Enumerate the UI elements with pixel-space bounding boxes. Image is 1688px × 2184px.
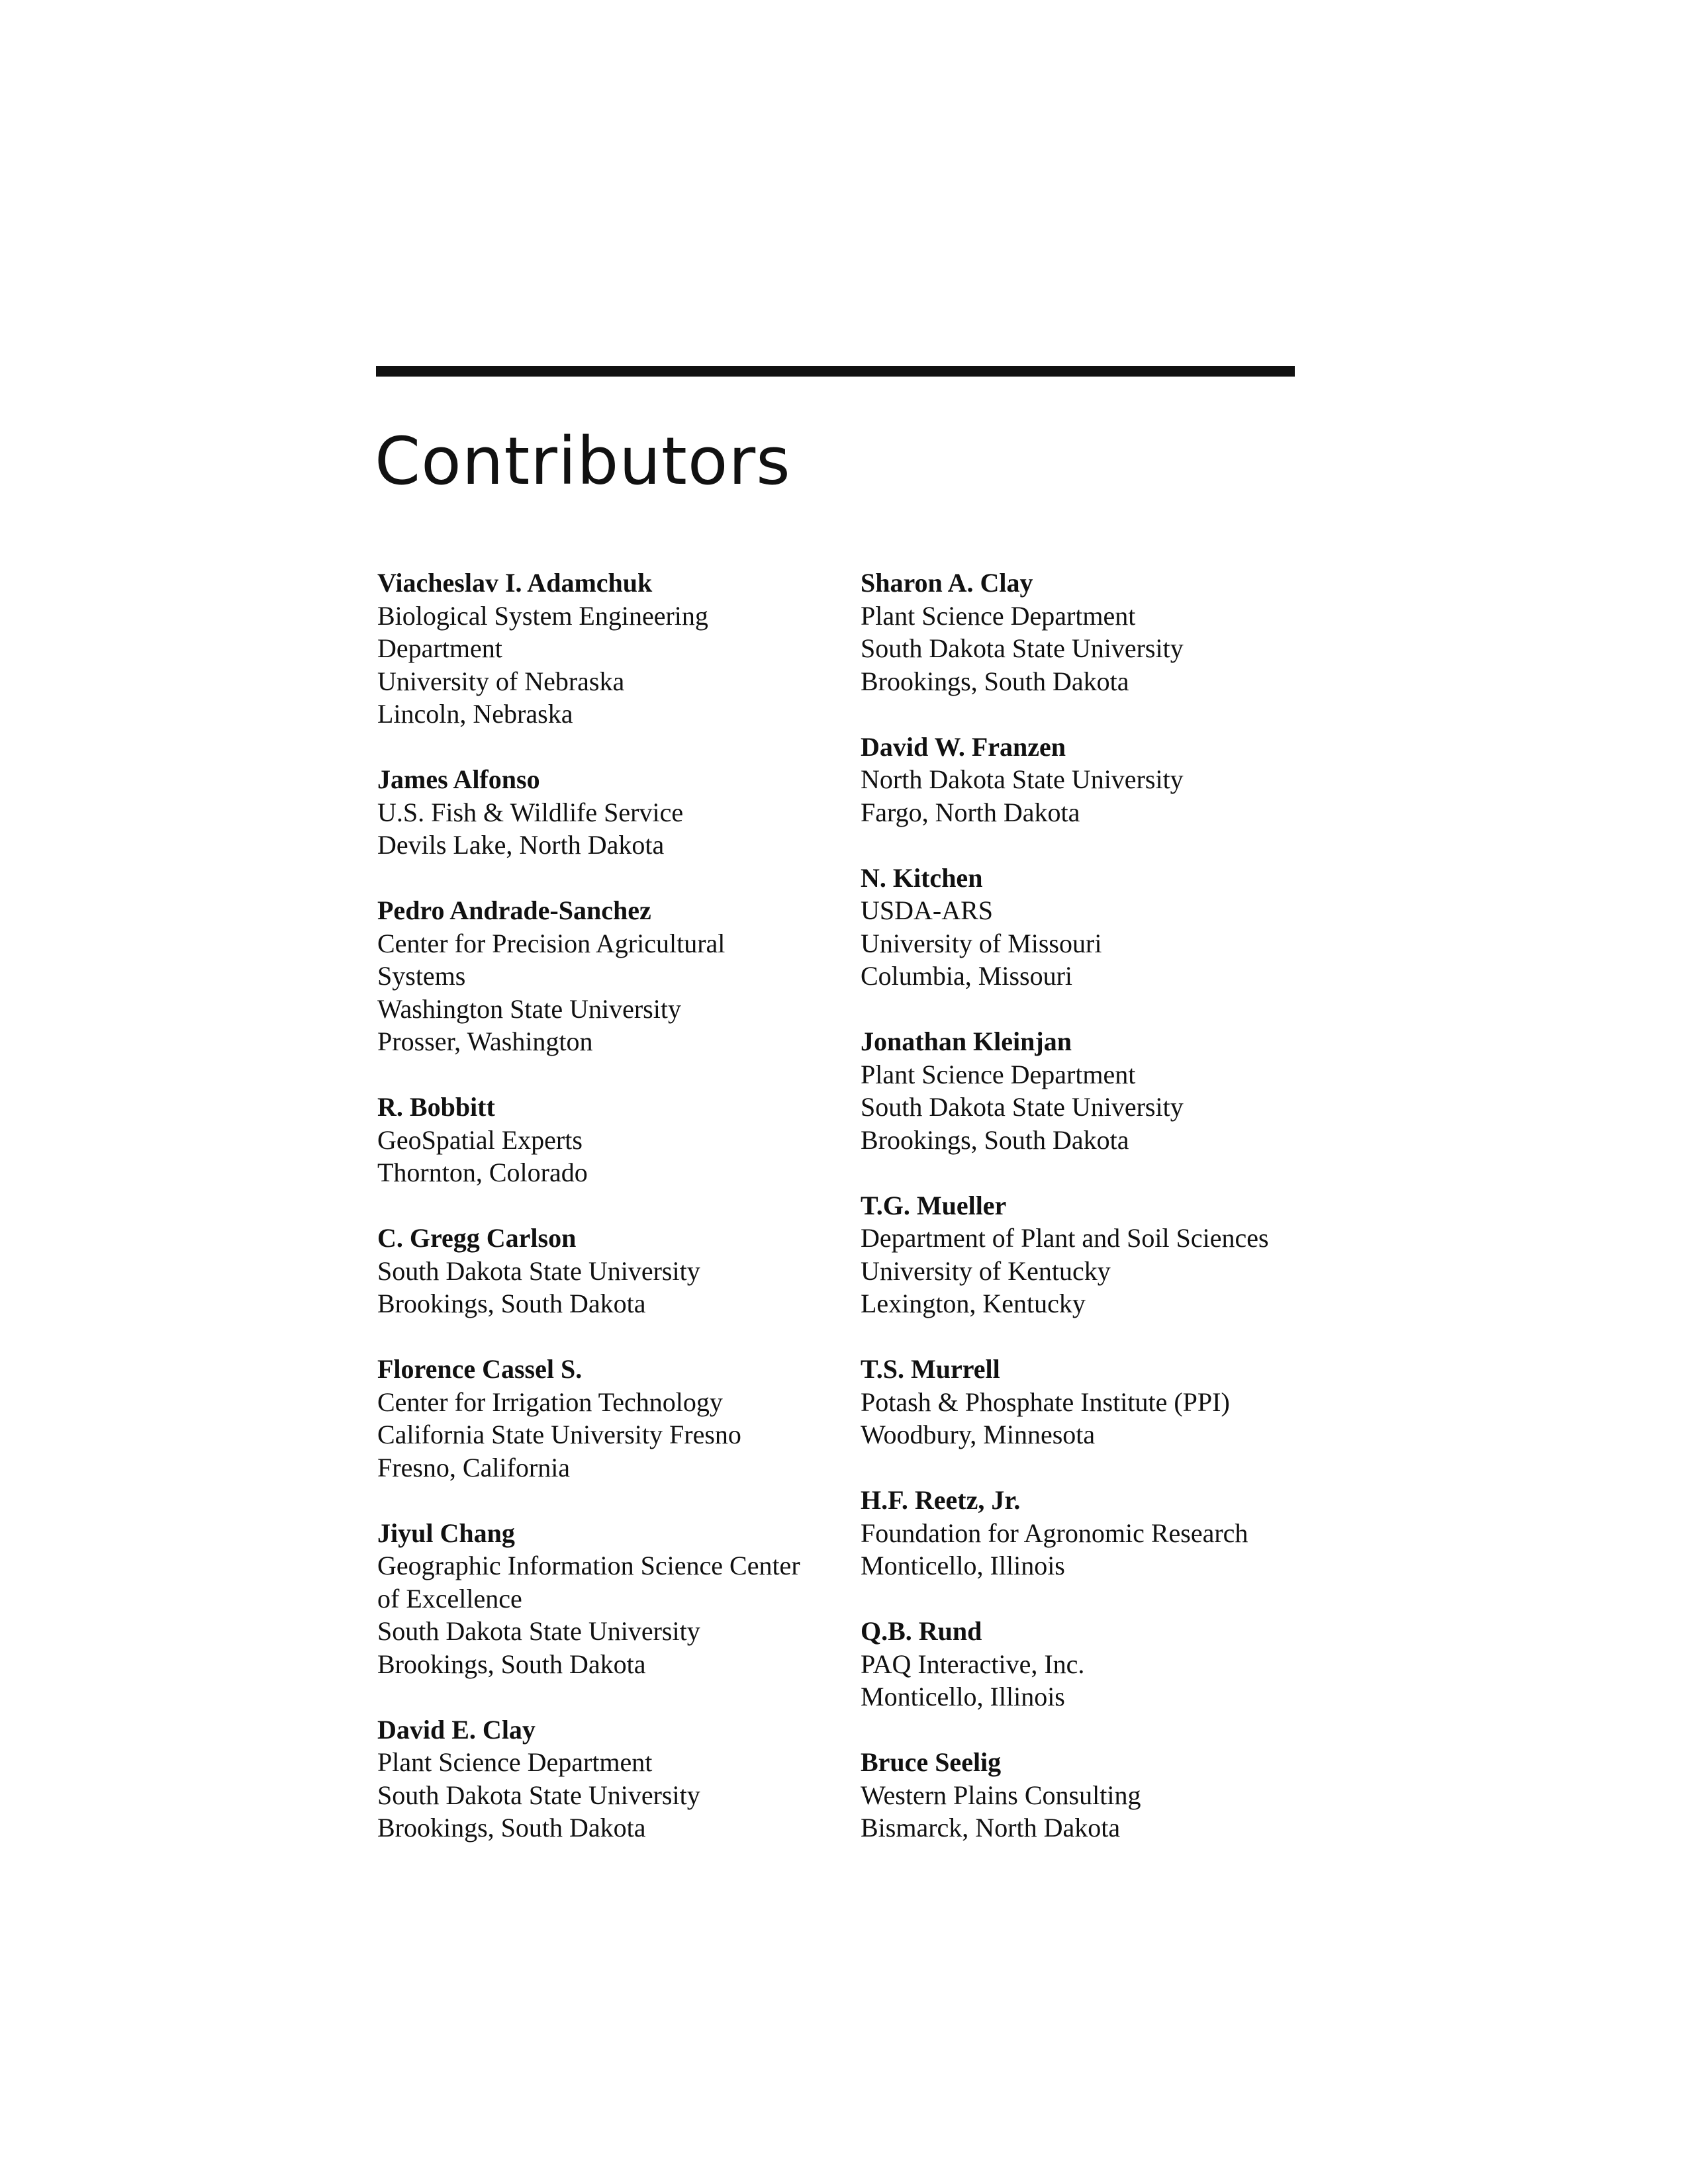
contributor-entry: [377, 763, 827, 862]
contributor-affiliation-line: Prosser, Washington: [377, 1026, 593, 1056]
contributor-affiliation-line: Systems: [377, 961, 466, 991]
contributor-entry: [861, 1353, 1297, 1451]
contributor-entry: [861, 567, 1297, 698]
contributor-name: David E. Clay: [377, 1714, 536, 1745]
contributors-left-column: [377, 567, 827, 1877]
contributor-affiliation-line: Western Plains Consulting: [861, 1780, 1141, 1810]
contributor-entry: [861, 1189, 1297, 1320]
contributor-affiliation-line: Columbia, Missouri: [861, 961, 1073, 991]
contributor-name: H.F. Reetz, Jr.: [861, 1485, 1021, 1515]
contributor-name: David W. Franzen: [861, 731, 1066, 762]
contributor-affiliation-line: Brookings, South Dakota: [377, 1813, 646, 1843]
contributor-affiliation-line: Brookings, South Dakota: [861, 666, 1129, 696]
contributor-affiliation-line: Lincoln, Nebraska: [377, 699, 573, 729]
contributor-entry: [861, 1484, 1297, 1582]
contributor-affiliation-line: South Dakota State University: [377, 1616, 700, 1646]
contributor-affiliation-line: Foundation for Agronomic Research: [861, 1518, 1248, 1548]
contributor-affiliation-line: Bismarck, North Dakota: [861, 1813, 1121, 1843]
contributor-entry: [377, 894, 827, 1058]
contributor-affiliation-line: Department of Plant and Soil Sciences: [861, 1223, 1269, 1253]
contributor-name: Pedro Andrade-Sanchez: [377, 895, 651, 925]
contributor-affiliation-line: Fargo, North Dakota: [861, 797, 1080, 827]
contributor-affiliation-line: Devils Lake, North Dakota: [377, 830, 665, 860]
contributor-entry: [861, 1615, 1297, 1713]
contributor-affiliation-line: University of Nebraska: [377, 666, 625, 696]
contributor-entry: [861, 862, 1297, 993]
contributor-affiliation-line: South Dakota State University: [861, 633, 1184, 663]
contributor-name: R. Bobbitt: [377, 1092, 495, 1122]
contributor-name: Viacheslav I. Adamchuk: [377, 568, 653, 598]
contributor-name: Q.B. Rund: [861, 1616, 982, 1646]
contributor-name: C. Gregg Carlson: [377, 1223, 577, 1253]
contributor-entry: [377, 567, 827, 731]
contributor-affiliation-line: Geographic Information Science Center: [377, 1551, 800, 1580]
contributor-affiliation-line: Center for Precision Agricultural: [377, 928, 726, 958]
contributor-affiliation-line: South Dakota State University: [377, 1780, 700, 1810]
contributor-name: James Alfonso: [377, 764, 540, 794]
contributor-affiliation-line: U.S. Fish & Wildlife Service: [377, 797, 684, 827]
contributor-affiliation-line: of Excellence: [377, 1583, 522, 1614]
contributor-affiliation-line: GeoSpatial Experts: [377, 1124, 583, 1155]
contributor-affiliation-line: Department: [377, 633, 502, 663]
contributor-name: T.G. Mueller: [861, 1190, 1007, 1220]
contributor-affiliation-line: Lexington, Kentucky: [861, 1289, 1086, 1318]
contributor-entry: [377, 1091, 827, 1189]
contributor-affiliation-line: Woodbury, Minnesota: [861, 1420, 1096, 1449]
contributor-affiliation-line: California State University Fresno: [377, 1420, 741, 1449]
contributor-name: T.S. Murrell: [861, 1354, 1000, 1384]
contributor-affiliation-line: Plant Science Department: [861, 1059, 1136, 1089]
contributor-entry: [377, 1713, 827, 1844]
contributor-affiliation-line: PAQ Interactive, Inc.: [861, 1649, 1085, 1679]
contributor-affiliation-line: University of Missouri: [861, 928, 1102, 958]
contributor-name: Sharon A. Clay: [861, 568, 1033, 598]
contributor-affiliation-line: Plant Science Department: [377, 1747, 653, 1777]
contributor-affiliation-line: Monticello, Illinois: [861, 1682, 1065, 1711]
contributor-affiliation-line: Brookings, South Dakota: [377, 1649, 646, 1679]
contributor-entry: [861, 1025, 1297, 1156]
contributor-affiliation-line: Monticello, Illinois: [861, 1551, 1065, 1580]
contributor-name: Bruce Seelig: [861, 1747, 1002, 1777]
contributor-affiliation-line: Brookings, South Dakota: [861, 1124, 1129, 1155]
contributors-right-column: [861, 567, 1297, 1877]
contributor-affiliation-line: Plant Science Department: [861, 600, 1136, 631]
contributor-entry: [861, 731, 1297, 829]
title-rule: [376, 366, 1295, 377]
contributor-affiliation-line: North Dakota State University: [861, 764, 1184, 794]
contributor-name: Jiyul Chang: [377, 1518, 515, 1548]
page-title: Contributors: [375, 424, 791, 500]
contributor-name: Jonathan Kleinjan: [861, 1026, 1072, 1056]
contributor-entry: [861, 1746, 1297, 1844]
contributor-affiliation-line: University of Kentucky: [861, 1255, 1111, 1286]
contributor-entry: [377, 1353, 827, 1484]
contributor-entry: [377, 1222, 827, 1320]
contributor-affiliation-line: Center for Irrigation Technology: [377, 1387, 723, 1417]
contributor-affiliation-line: Thornton, Colorado: [377, 1158, 588, 1187]
contributor-affiliation-line: USDA-ARS: [861, 895, 994, 925]
contributor-entry: [377, 1517, 827, 1681]
contributor-affiliation-line: Brookings, South Dakota: [377, 1289, 646, 1318]
contributor-affiliation-line: Biological System Engineering: [377, 600, 708, 631]
contributor-name: Florence Cassel S.: [377, 1354, 583, 1384]
contributor-affiliation-line: South Dakota State University: [861, 1092, 1184, 1122]
contributor-affiliation-line: Potash & Phosphate Institute (PPI): [861, 1387, 1230, 1417]
contributor-affiliation-line: Washington State University: [377, 993, 681, 1024]
contributor-name: N. Kitchen: [861, 862, 983, 893]
contributor-affiliation-line: Fresno, California: [377, 1452, 571, 1482]
contributor-affiliation-line: South Dakota State University: [377, 1255, 700, 1286]
